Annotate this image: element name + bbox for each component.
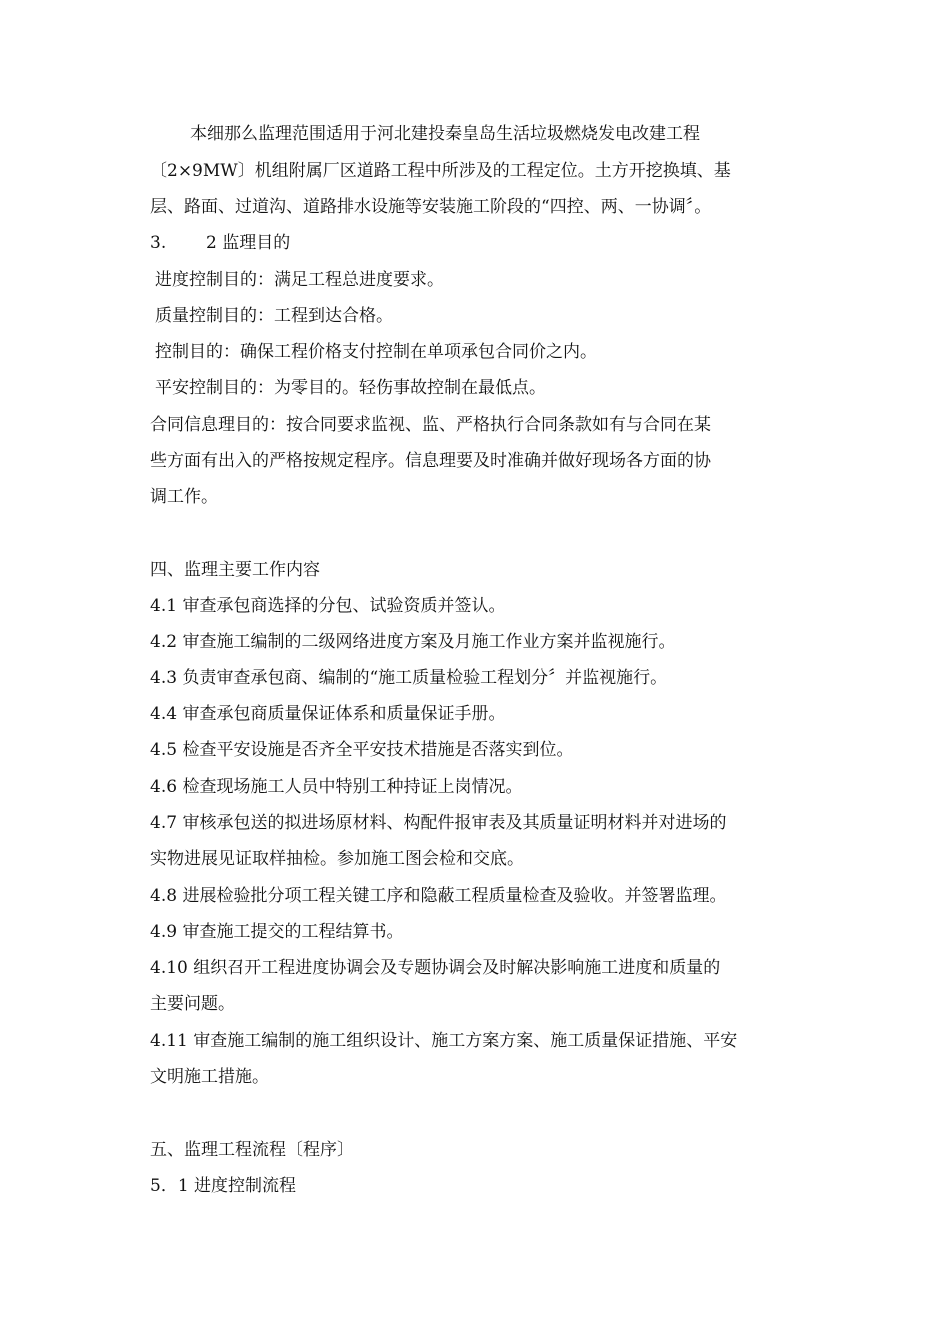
work-item: 4.2 审查施工编制的二级网络进度方案及月施工作业方案并监视施行。 (150, 632, 676, 652)
safety-objective: 平安控制目的：为零目的。轻伤事故控制在最低点。 (155, 378, 546, 398)
scope-paragraph-line-2: 〔2×9MW〕机组附属厂区道路工程中所涉及的工程定位。土方开挖换填、基 (150, 161, 731, 181)
objectives-heading-number: 3. (150, 233, 167, 253)
work-item-continuation: 文明施工措施。 (150, 1067, 269, 1087)
work-item-continuation: 主要问题。 (150, 994, 235, 1014)
objectives-heading-text: 2 监理目的 (206, 233, 291, 253)
quality-objective: 质量控制目的：工程到达合格。 (155, 306, 393, 326)
contract-objective-line-2: 些方面有出入的严格按规定程序。信息理要及时准确并做好现场各方面的协 (150, 451, 711, 471)
section-5-1-heading: 5．1 进度控制流程 (150, 1176, 297, 1196)
work-item: 4.7 审核承包送的拟进场原材料、构配件报审表及其质量证明材料并对进场的 (150, 813, 727, 833)
scope-paragraph-line-1: 本细那么监理范围适用于河北建投秦皇岛生活垃圾燃烧发电改建工程 (190, 124, 700, 144)
work-item: 4.6 检查现场施工人员中特别工种持证上岗情况。 (150, 777, 523, 797)
work-item: 4.5 检查平安设施是否齐全平安技术措施是否落实到位。 (150, 740, 574, 760)
cost-objective: 控制目的：确保工程价格支付控制在单项承包合同价之内。 (155, 342, 597, 362)
work-item-continuation: 实物进展见证取样抽检。参加施工图会检和交底。 (150, 849, 524, 869)
work-item: 4.10 组织召开工程进度协调会及专题协调会及时解决影响施工进度和质量的 (150, 958, 721, 978)
work-item: 4.9 审查施工提交的工程结算书。 (150, 922, 404, 942)
work-item: 4.8 进展检验批分项工程关键工序和隐蔽工程质量检查及验收。并签署监理。 (150, 886, 727, 906)
contract-objective-line-3: 调工作。 (150, 487, 218, 507)
section-5-heading: 五、监理工程流程〔程序〕 (150, 1140, 354, 1160)
work-item: 4.3 负责审查承包商、编制的“施工质量检验工程划分〞并监视施行。 (150, 668, 668, 688)
objectives-heading (150, 231, 290, 255)
schedule-objective: 进度控制目的：满足工程总进度要求。 (155, 270, 444, 290)
work-item: 4.11 审查施工编制的施工组织设计、施工方案方案、施工质量保证措施、平安 (150, 1031, 738, 1051)
work-item: 4.4 审查承包商质量保证体系和质量保证手册。 (150, 704, 506, 724)
section-4-heading: 四、监理主要工作内容 (150, 560, 320, 580)
contract-objective-line-1: 合同信息理目的：按合同要求监视、监、严格执行合同条款如有与合同在某 (150, 415, 711, 435)
work-item: 4.1 审查承包商选择的分包、试验资质并签认。 (150, 596, 506, 616)
scope-paragraph-line-3: 层、路面、过道沟、道路排水设施等安装施工阶段的“四控、两、一协调〞。 (150, 197, 712, 217)
